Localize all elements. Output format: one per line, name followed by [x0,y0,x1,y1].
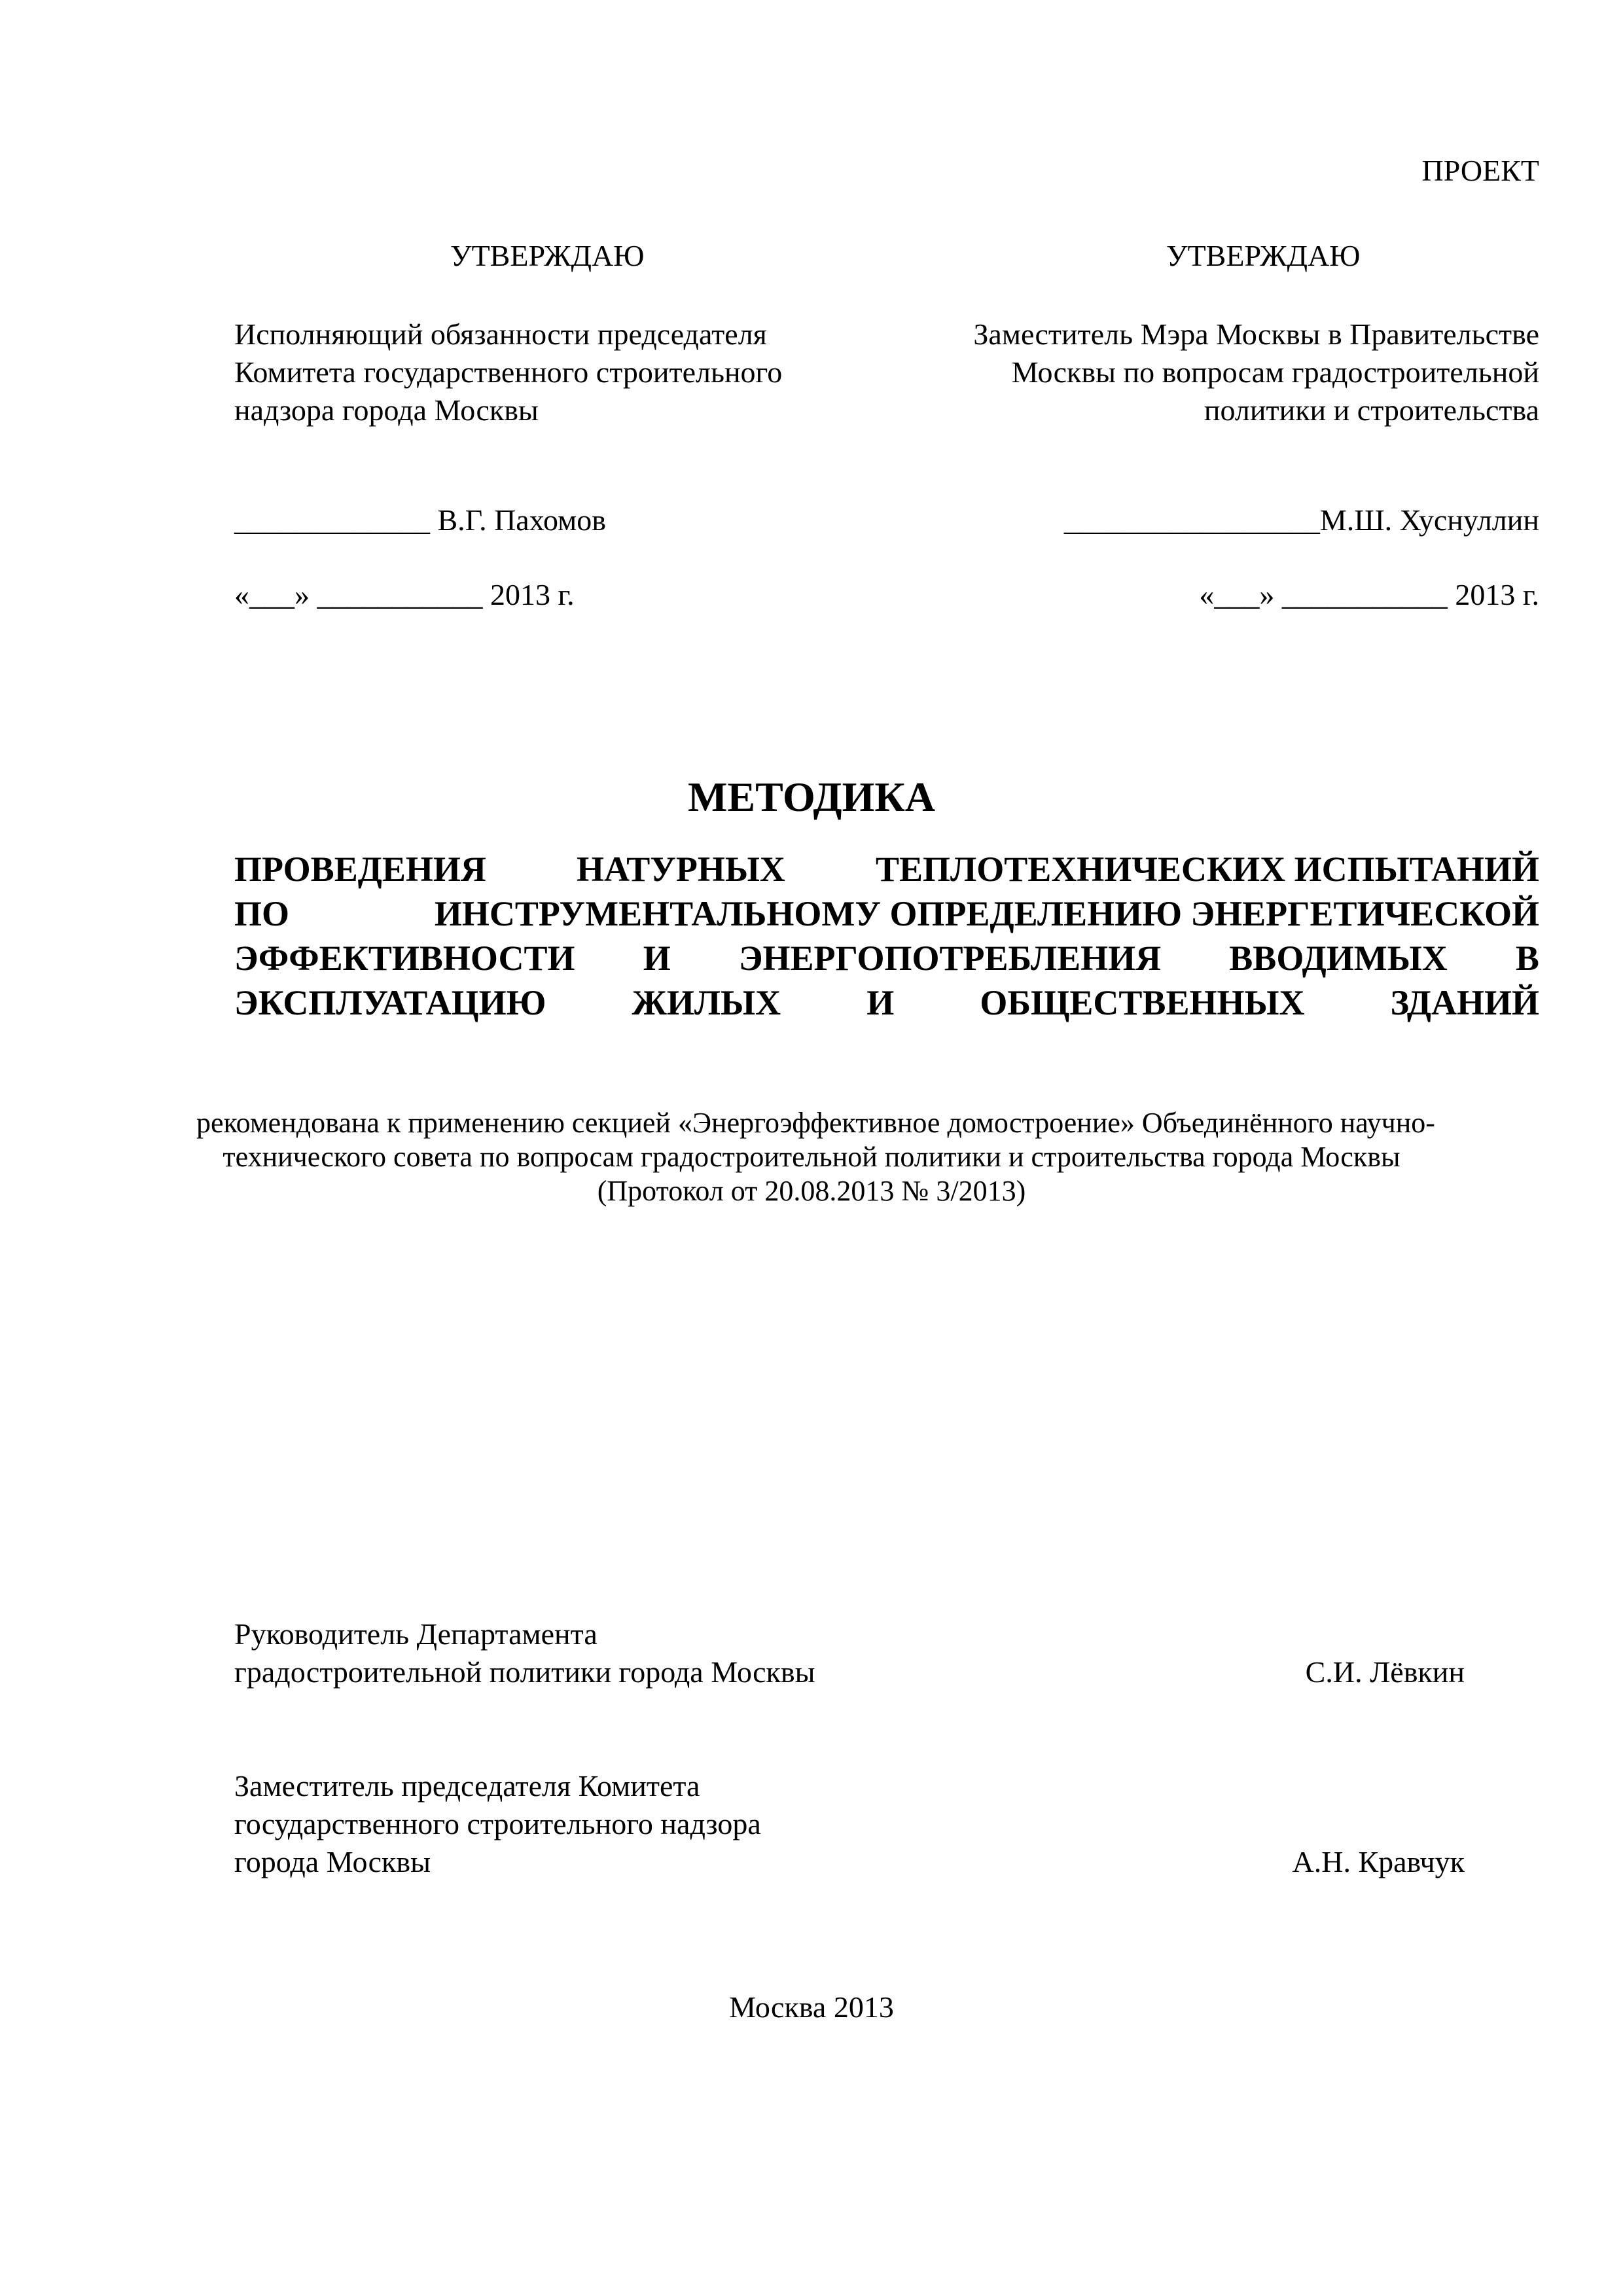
approve-left-line: Исполняющий обязанности председателя [234,317,767,351]
approve-left-position [234,315,889,429]
approve-left-date: «___» ___________ 2013 г. [234,578,575,611]
approve-right-position [819,315,1539,429]
signatory-position-line: градостроительной политики города Москвы [234,1655,815,1689]
approve-left-line: надзора города Москвы [234,393,539,427]
document-title: МЕТОДИКА [688,774,935,820]
subtitle-line: ЭКСПЛУАТАЦИЮ ЖИЛЫХ И ОБЩЕСТВЕННЫХ ЗДАНИЙ [234,983,1539,1022]
approve-right-date: «___» ___________ 2013 г. [1199,578,1539,611]
signatory-block [234,1767,1478,1881]
signatory-position-line: города Москвы [234,1845,431,1878]
document-subtitle [234,847,1539,1025]
subtitle-line: ПО ИНСТРУМЕНТАЛЬНОМУ ОПРЕДЕЛЕНИЮ ЭНЕРГЕТИЧЕСКОЙ [234,894,1539,933]
city-year: Москва 2013 [729,1990,894,2024]
signatory-name: С.И. Лёвкин [1305,1655,1465,1689]
approve-left-signature: _____________ В.Г. Пахомов [234,503,606,537]
approve-left-line: Комитета государственного строительного [234,355,783,389]
approve-right-line: Заместитель Мэра Москвы в Правительстве [973,317,1539,351]
approve-left-heading: УТВЕРЖДАЮ [450,239,645,272]
signatory-position-line: Руководитель Департамента [234,1617,597,1651]
recommendation-line: рекомендована к применению секцией «Энергоэффективное домостроение» Объединённого научно- [196,1107,1435,1139]
recommendation-line: технического совета по вопросам градостроительной политики и строительства города Москвы [223,1141,1400,1173]
approve-right-signature: _________________М.Ш. Хуснуллин [1063,503,1539,537]
approve-right-heading: УТВЕРЖДАЮ [1166,239,1361,272]
approve-right-line: Москвы по вопросам градостроительной [1011,355,1539,389]
signatory-position-line: государственного строительного надзора [234,1807,761,1840]
subtitle-line: ЭФФЕКТИВНОСТИ И ЭНЕРГОПОТРЕБЛЕНИЯ ВВОДИМЫХ В [234,939,1539,978]
signatory-name: А.Н. Кравчук [1292,1845,1465,1878]
signatory-block [234,1615,1478,1691]
approve-right-line: политики и строительства [1204,393,1539,427]
draft-label: ПРОЕКТ [1421,154,1539,187]
signatory-position-line: Заместитель председателя Комитета [234,1769,700,1803]
recommendation-note [196,1106,1435,1208]
subtitle-line: ПРОВЕДЕНИЯ НАТУРНЫХ ТЕПЛОТЕХНИЧЕСКИХ ИСПЫТАНИЙ [234,850,1539,889]
recommendation-line: (Протокол от 20.08.2013 № 3/2013) [597,1175,1026,1207]
